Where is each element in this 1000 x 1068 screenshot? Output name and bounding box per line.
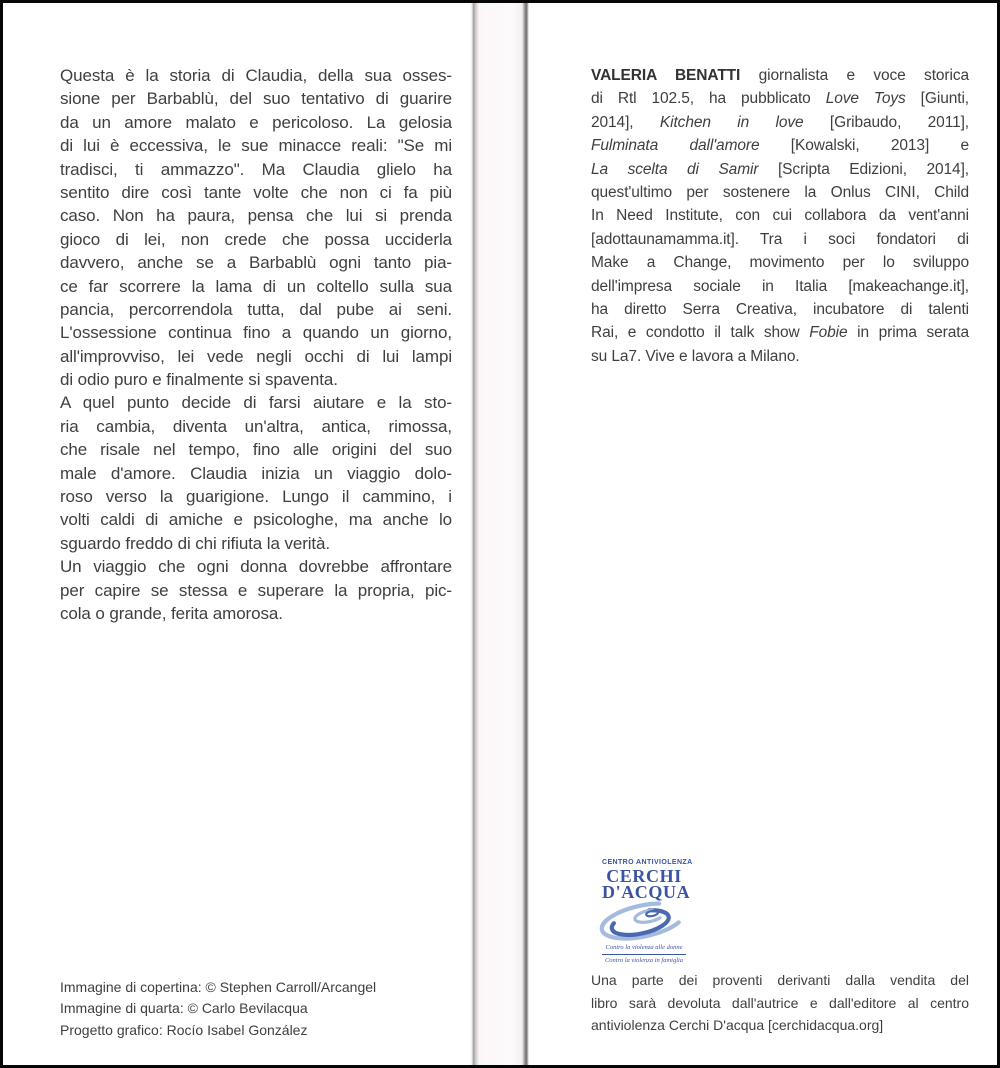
text-line: all'improvviso, lei vede negli occhi di lui lampi (60, 346, 452, 366)
image-credits (60, 977, 460, 1041)
text-line: volti caldi di amiche e psicologhe, ma anche lo (60, 510, 452, 530)
text-line: dell'impresa sociale in Italia [makeachange.it], (591, 277, 969, 295)
text-line: Un viaggio che ogni donna dovrebbe affrontare (60, 557, 452, 577)
cerchi-dacqua-logo (602, 859, 693, 965)
text-line: per capire se stessa e superare la propria, pic- (60, 580, 452, 600)
text-line: male d'amore. Claudia inizia un viaggio dolo- (60, 463, 452, 483)
text-line: tradisci, ti ammazzo". Ma Claudia glielo ha (60, 159, 452, 179)
water-circles-icon (596, 901, 690, 941)
text-line: libro sarà devoluta dall'autrice e dall'editore al centro (591, 994, 969, 1011)
logo-wordmark-line1: CERCHI (606, 866, 682, 886)
text-line: roso verso la guarigione. Lungo il cammino, i (60, 487, 452, 507)
text-line: su La7. Vive e lavora a Milano. (591, 347, 800, 365)
text-line: Questa è la storia di Claudia, della sua osses- (60, 66, 452, 85)
author-bio (591, 64, 969, 368)
text-line: pancia, percorrendola tutta, dal pube ai seni. (60, 299, 452, 319)
text-line: Immagine di copertina: © Stephen Carroll/Arcangel (60, 979, 377, 995)
text-line: sentito dire così tante volte che non ci fa più (60, 182, 452, 202)
text-line: Immagine di quarta: © Carlo Bevilacqua (60, 1000, 308, 1017)
logo-wordmark (602, 866, 691, 902)
text-line: antiviolenza Cerchi D'acqua [cerchidacqua.org] (591, 1017, 884, 1033)
text-line: da un amore malato e pericoloso. La gelosia (60, 112, 452, 132)
text-line: ce far scorrere la lama di un coltello sulla sua (60, 276, 452, 296)
text-line: quest'ultimo per sostenere la Onlus CINI, Child (591, 183, 969, 201)
text-line: L'ossessione continua fino a quando un giorno, (60, 323, 452, 343)
logo-centro-antiviolenza-label: CENTRO ANTIVIOLENZA (602, 859, 693, 866)
text-line: caso. Non ha paura, pensa che lui si prenda (60, 206, 452, 226)
text-line: VALERIA BENATTI giornalista e voce storica (591, 67, 969, 84)
paragraph (60, 555, 452, 625)
text-line: La scelta di Samir [Scripta Edizioni, 2014], (591, 160, 969, 178)
text-line: di odio puro e finalmente si spaventa. (60, 370, 338, 390)
text-line: di lui è eccessiva, le sue minacce reali: "Se mi (60, 136, 452, 156)
text-line: ria cambia, diventa un'altra, antica, rimossa, (60, 416, 452, 436)
text-line: cola o grande, ferita amorosa. (60, 603, 283, 623)
logo-wordmark-line2: D'ACQUA (602, 881, 691, 902)
text-line: 2014], Kitchen in love [Gribaudo, 2011], (591, 113, 970, 131)
text-line: sguardo freddo di chi rifiuta la verità. (60, 533, 331, 553)
text-line: che risale nel tempo, fino alle origini del suo (60, 440, 452, 460)
jacket-fold-crease (470, 3, 531, 1065)
text-line: di Rtl 102.5, ha pubblicato Love Toys [Giunti, (591, 90, 969, 108)
logo-tagline-famiglia: Contro la violenza in famiglia (604, 957, 684, 964)
text-line: gioco di lei, non crede che possa ucciderla (60, 229, 452, 249)
text-line: [adottaunamamma.it]. Tra i soci fondatori di (591, 230, 969, 248)
text-line: Make a Change, movimento per lo sviluppo (591, 254, 969, 272)
synopsis-text (60, 64, 452, 625)
text-line: Rai, e condotto il talk show Fobie in prima serata (591, 324, 969, 342)
text-line: Progetto grafico: Rocío Isabel González (60, 1021, 308, 1038)
donation-note (591, 969, 969, 1037)
text-line: In Need Institute, con cui collabora da vent'anni (591, 207, 969, 225)
text-line: ha diretto Serra Creativa, incubatore di talenti (591, 300, 969, 318)
text-line: sione per Barbablù, del suo tentativo di guarire (60, 89, 452, 109)
logo-tagline-donne: Contro la violenza alle donne (602, 944, 686, 955)
paragraph (60, 391, 452, 555)
text-line: davvero, anche se a Barbablù ogni tanto pia- (60, 253, 452, 273)
text-line: A quel punto decide di farsi aiutare e la sto- (60, 393, 452, 413)
text-line: Fulminata dall'amore [Kowalski, 2013] e (591, 137, 969, 155)
paragraph (60, 64, 452, 391)
text-line: Una parte dei proventi derivanti dalla vendita del (591, 972, 969, 988)
